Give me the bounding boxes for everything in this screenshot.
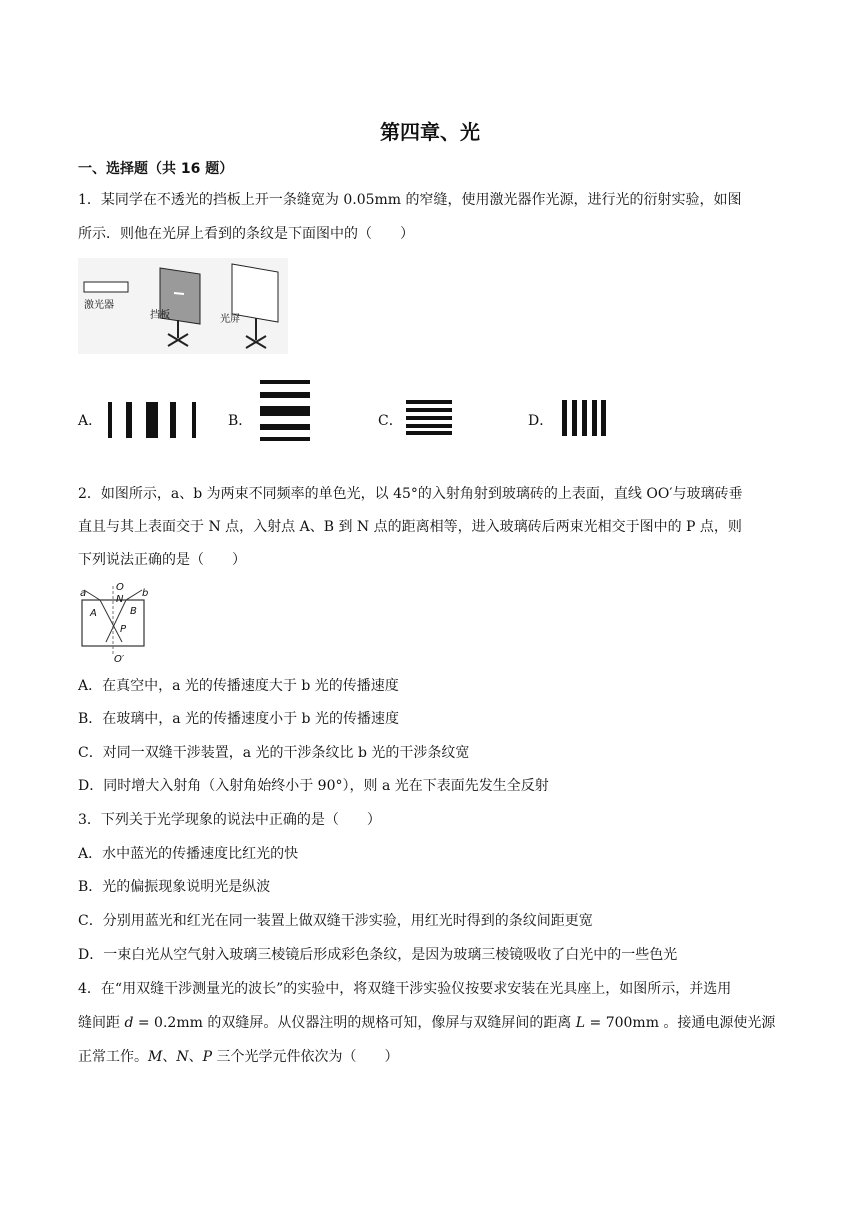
screen-label: 光屏 — [220, 314, 240, 325]
q1-option-a-label: A． — [78, 413, 103, 429]
q4-var-p: P — [202, 1049, 213, 1065]
q3-option-d: D．一束白光从空气射入玻璃三棱镜后形成彩色条纹，是因为玻璃三棱镜吸收了白光中的一些色光 — [78, 947, 678, 963]
q2-option-c: C．对同一双缝干涉装置，a 光的干涉条纹比 b 光的干涉条纹宽 — [78, 745, 470, 761]
label-B: B — [130, 606, 137, 617]
laser-label: 激光器 — [84, 300, 114, 311]
label-a: a — [80, 588, 87, 599]
q3-option-c: C．分别用蓝光和红光在同一装置上做双缝干涉实验，用红光时得到的条纹间距更宽 — [78, 913, 593, 929]
q1-option-b-label: B． — [228, 413, 253, 429]
q4-line3-part1: 正常工作。 — [78, 1049, 148, 1065]
q4-line2-part1: 缝间距 — [78, 1015, 125, 1031]
label-A: A — [90, 608, 97, 619]
q3-option-a: A．水中蓝光的传播速度比红光的快 — [78, 846, 299, 862]
q3-stem: 3．下列关于光学现象的说法中正确的是（ ） — [78, 812, 381, 828]
q1-option-c-label: C． — [378, 413, 403, 429]
q4-line2-part2: = 0.2mm 的双缝屏。从仪器注明的规格可知，像屏与双缝屏间的距离 — [133, 1015, 576, 1031]
q4-line2-part3: = 700mm 。接通电源使光源 — [585, 1015, 776, 1031]
q4-line3-sep1: 、 — [162, 1049, 177, 1065]
q1-option-d-label: D． — [528, 413, 554, 429]
label-o-prime: O′ — [114, 654, 125, 665]
section-heading: 一、选择题（共 16 题） — [78, 161, 234, 177]
q2-stem-line3: 下列说法正确的是（ ） — [78, 552, 246, 568]
q2-stem-line2: 直且与其上表面交于 N 点，入射点 A、B 到 N 点的距离相等，进入玻璃砖后两束光相交于图中的 P 点，则 — [78, 519, 742, 535]
laser-shape — [84, 282, 128, 292]
q1-stem-line1: 1．某同学在不透光的挡板上开一条缝宽为 0.05mm 的窄缝，使用激光器作光源，进行光的衍射实验，如图 — [78, 192, 742, 208]
q4-stem-line2 — [78, 1013, 775, 1033]
q2-option-d: D．同时增大入射角（入射角始终小于 90°），则 a 光在下表面先发生全反射 — [78, 778, 549, 794]
label-n: N — [116, 594, 124, 605]
barrier-label: 挡板 — [150, 310, 170, 321]
q4-line3-sep2: 、 — [188, 1049, 203, 1065]
page-title: 第四章、光 — [380, 120, 480, 144]
q2-option-b: B．在玻璃中，a 光的传播速度小于 b 光的传播速度 — [78, 711, 399, 727]
q1-stem-line2: 所示．则他在光屏上看到的条纹是下面图中的（ ） — [78, 226, 414, 242]
q2-stem-line1: 2．如图所示，a、b 为两束不同频率的单色光，以 45°的入射角射到玻璃砖的上表面，直线 OO′与玻璃砖垂 — [78, 486, 743, 502]
label-b: b — [142, 588, 149, 599]
q4-stem-line3 — [78, 1047, 398, 1067]
q4-var-n: N — [176, 1049, 189, 1065]
q4-var-d: d — [124, 1015, 134, 1031]
q4-line3-part2: 三个光学元件依次为（ ） — [212, 1049, 399, 1065]
label-o: O — [116, 582, 124, 593]
q1-option-c-pattern — [406, 398, 452, 436]
q1-apparatus-figure — [78, 258, 288, 354]
q1-option-d-pattern — [562, 400, 606, 438]
q2-glass-figure — [78, 582, 168, 666]
q4-var-l: L — [575, 1015, 586, 1031]
q1-option-b-pattern — [258, 380, 312, 442]
q1-option-a-pattern — [108, 400, 204, 440]
q3-option-b: B．光的偏振现象说明光是纵波 — [78, 879, 271, 895]
q4-stem-line1: 4．在“用双缝干涉测量光的波长”的实验中，将双缝干涉实验仪按要求安装在光具座上，如图所示，并选用 — [78, 981, 732, 997]
label-P: P — [120, 624, 127, 635]
q2-option-a: A．在真空中，a 光的传播速度大于 b 光的传播速度 — [78, 678, 399, 694]
q4-var-m: M — [148, 1049, 163, 1065]
